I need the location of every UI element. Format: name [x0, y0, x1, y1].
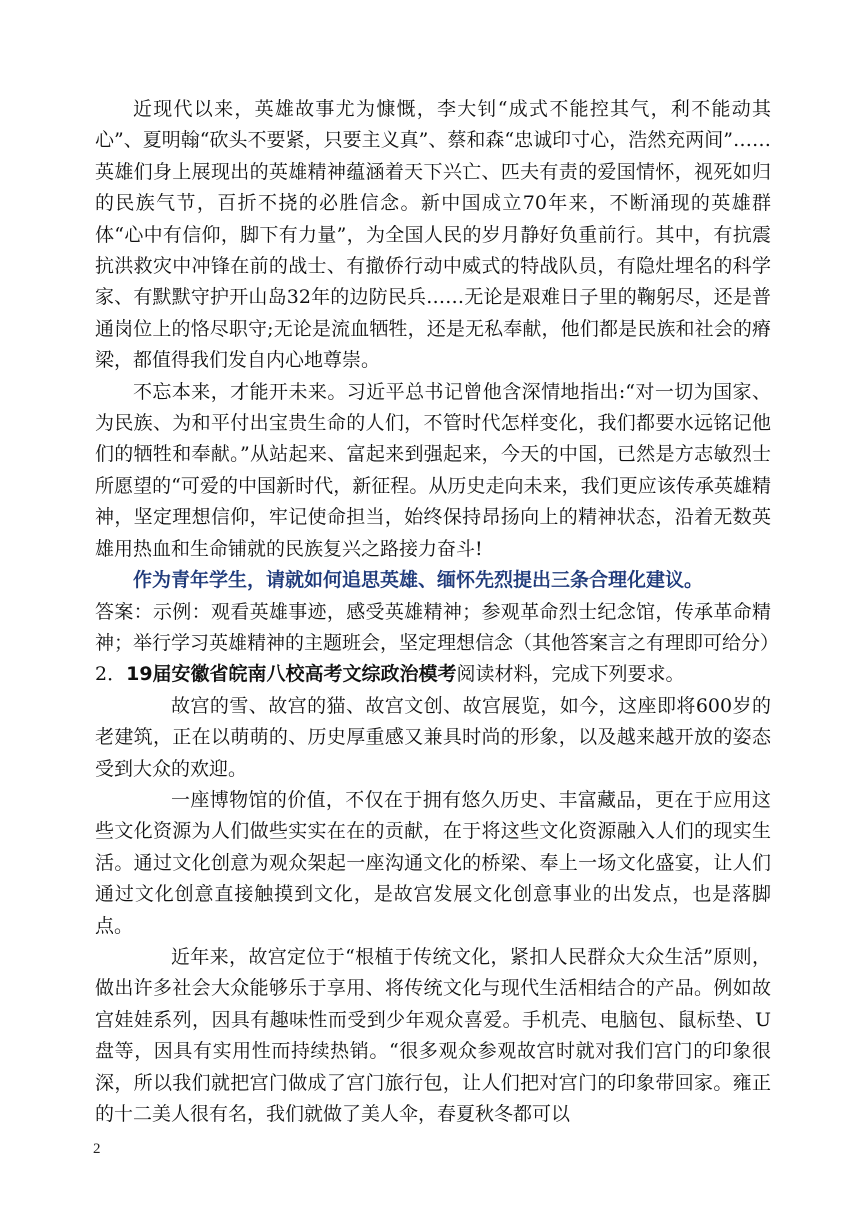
paragraph-cultural-products: 近年来，故宫定位于“根植于传统文化，紧扣人民群众大众生活”原则，做出许多社会大众能够乐于享用、将传统文化与现代生活相结合的产品。例如故宫娃娃系列，因具有趣味性而受到少年观众喜爱。手机壳、电脑包、鼠标垫、U盘等，因具有实用性而持续热销。“很多观众参观故宫时就对我们宫门的印象很深，所以我们就把宫门做成了宫门旅行包，让人们把对宫门的印象带回家。雍正的十二美人很有名，我们就做了美人伞，春夏秋冬都可以 [95, 945, 771, 1125]
paragraph-palace-intro: 故宫的雪、故宫的猫、故宫文创、故宫展览，如今，这座即将600岁的老建筑，正在以萌萌的、历史厚重感又兼具时尚的形象，以及越来越开放的姿态受到大众的欢迎。 [95, 694, 771, 780]
paragraph-remember: 不忘本来，才能开未来。习近平总书记曾他含深情地指出:“对一切为国家、为民族、为和平付出宝贵生命的人们，不管时代怎样变化，我们都要水远铭记他们的牺牲和奉献。”从站起来、富起来到强起来，今天的中国，已然是方志敏烈士所愿望的“可爱的中国新时代，新征程。从历史走向未来，我们更应该传承英雄精神，坚定理想信仰，牢记使命担当，始终保持昂扬向上的精神状态，沿着无数英雄用热血和生命铺就的民族复兴之路接力奋斗! [95, 380, 771, 560]
question-2-number: 2． [95, 663, 127, 686]
question-text: 作为青年学生，请就如何追思英雄、缅怀先烈提出三条合理化建议。 [133, 569, 704, 592]
question-2-header [95, 659, 771, 690]
answer-text: 答案：示例：观看英雄事迹，感受英雄精神；参观革命烈士纪念馆，传承革命精神；举行学习英雄精神的主题班会，坚定理想信念（其他答案言之有理即可给分） [95, 600, 780, 654]
question-2-prompt: 阅读材料，完成下列要求。 [456, 663, 685, 686]
document-body [95, 94, 780, 1130]
page-number: 2 [93, 1141, 101, 1157]
paragraph-heroes: 近现代以来，英雄故事尤为慷慨，李大钊“成式不能控其气，利不能动其心”、夏明翰“砍头不要紧，只要主义真”、蔡和森“忠诚印寸心，浩然充两间”……英雄们身上展现出的英雄精神蕴涵着天下兴亡、匹夫有责的爱国情怀，视死如归的民族气节，百折不挠的必胜信念。新中国成立70年来，不断涌现的英雄群体“心中有信仰，脚下有力量”，为全国人民的岁月静好负重前行。其中，有抗震抗洪救灾中冲锋在前的战士、有撤侨行动中威式的特战队员，有隐灶埋名的科学家、有默默守护开山岛32年的边防民兵……无论是艰难日子里的鞠躬尽，还是普通岗位上的恪尽职守;无论是流血牺牲，还是无私奉献，他们都是民族和社会的瘠梁，都值得我们发自内心地尊崇。 [95, 98, 771, 372]
paragraph-museum-value: 一座博物馆的价值，不仅在于拥有悠久历史、丰富藏品，更在于应用这些文化资源为人们做些实实在在的贡献，在于将这些文化资源融入人们的现实生活。通过文化创意为观众架起一座沟通文化的桥梁、奉上一场文化盛宴，让人们通过文化创意直接触摸到文化，是故宫发展文化创意事业的出发点，也是落脚点。 [95, 788, 771, 937]
question-2-source: 19届安徽省皖南八校高考文综政治模考 [126, 663, 457, 686]
